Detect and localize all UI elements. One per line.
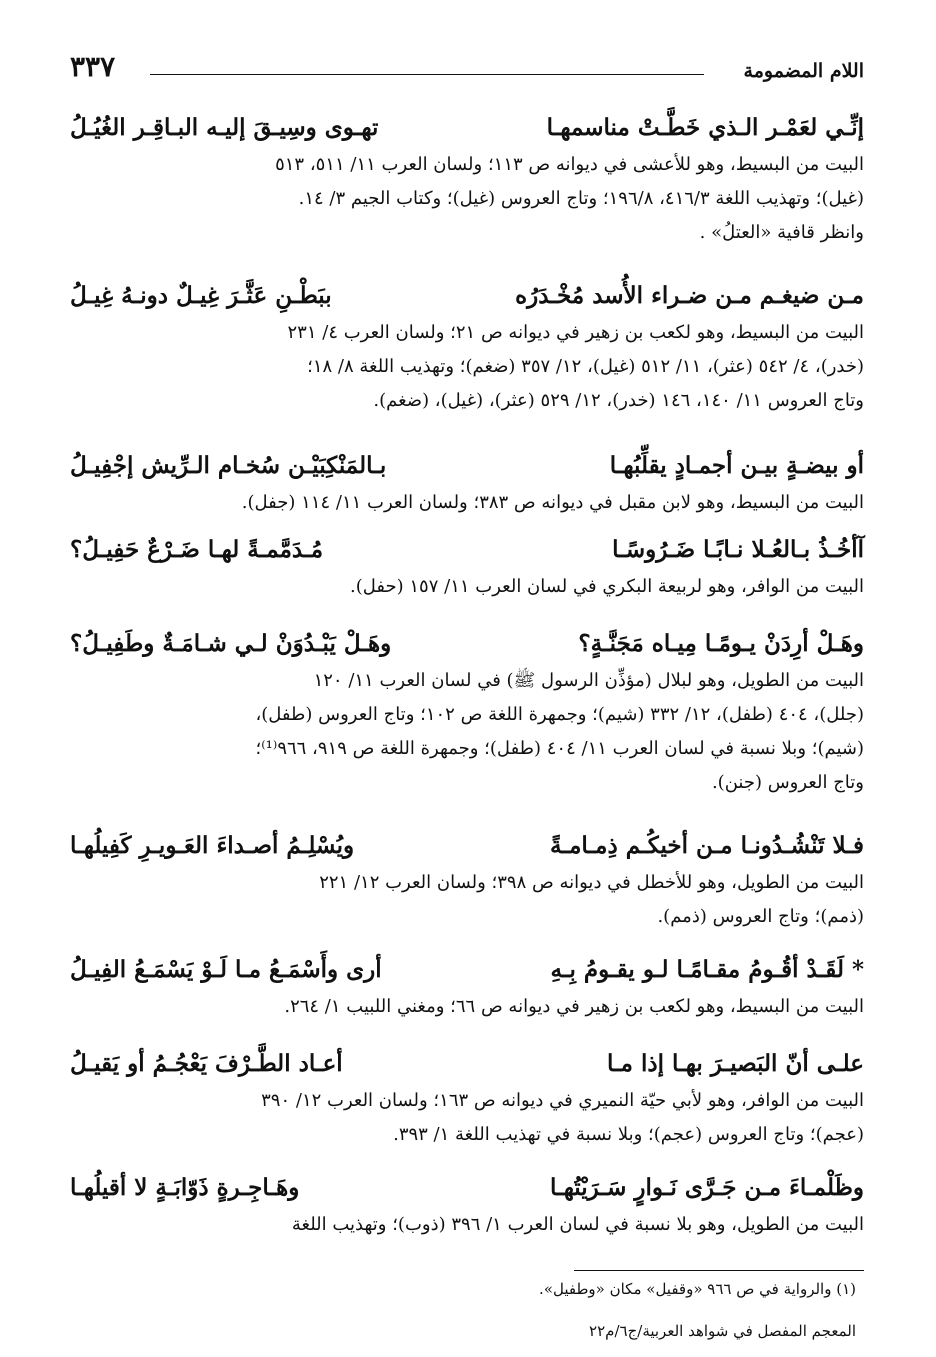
note-line: (عجم)؛ وتاج العروس (عجم)؛ وبلا نسبة في تهذيب اللغة ١/ ٣٩٣. bbox=[393, 1124, 864, 1145]
note-line: البيت من البسيط، وهو لكعب بن زهير في ديوانه ص ٢١؛ ولسان العرب ٤/ ٢٣١ bbox=[287, 322, 864, 343]
verse-second-hemistich: أرى وأَسْمَـعُ مـا لَـوْ يَسْمَـعُ الفِيـلُ bbox=[70, 956, 382, 983]
verse-first-hemistich: آأخُـذُ بـالعُـلا نـابًـا ضَـرُوسًـا bbox=[612, 536, 864, 563]
verse-second-hemistich: وهَـلْ يَبْـدُوَنْ لـي شـامَـةٌ وطَفِيـلُ؟ bbox=[70, 630, 392, 657]
verse-entry bbox=[70, 826, 864, 934]
note-line: البيت من البسيط، وهو لكعب بن زهير في ديوانه ص ٦٦؛ ومغني اللبيب ١/ ٢٦٤. bbox=[284, 996, 864, 1017]
verse-first-hemistich: * لَقَـدْ أقُـومُ مقـامًـا لـو يقـومُ بِـهِ bbox=[550, 956, 864, 983]
note-line: البيت من الطويل، وهو لبلال (مؤذِّن الرسول ﷺ) في لسان العرب ١١/ ١٢٠ bbox=[313, 670, 864, 691]
citation-note bbox=[70, 148, 864, 250]
verse-line bbox=[70, 530, 864, 570]
citation-note bbox=[70, 664, 864, 800]
verse-first-hemistich: وظَلْمـاءَ مـن جَـرَّى نَـوارٍ سَـرَيْتُهـا bbox=[549, 1174, 864, 1201]
note-line: وانظر قافية «العتلُ» . bbox=[699, 222, 864, 243]
note-line: (خدر)، ٤/ ٥٤٢ (عثر)، ١١/ ٥١٢ (غيل)، ١٢/ ٣٥٧ (ضغم)؛ وتهذيب اللغة ٨/ ١٨؛ bbox=[307, 356, 864, 377]
verse-first-hemistich: علـى أنّ البَصيـرَ بهـا إذا مـا bbox=[606, 1050, 864, 1077]
verse-line bbox=[70, 950, 864, 990]
citation-note bbox=[70, 316, 864, 418]
note-line: البيت من الوافر، وهو لأبي حيّة النميري في ديوانه ص ١٦٣؛ ولسان العرب ١٢/ ٣٩٠ bbox=[261, 1090, 864, 1111]
verse-entry bbox=[70, 530, 864, 604]
verse-second-hemistich: ويُسْلِـمُ أصـداءَ العَـويـرِ كَفِيلُهـا bbox=[70, 832, 355, 859]
verse-line bbox=[70, 1168, 864, 1208]
citation-note bbox=[70, 486, 864, 520]
verse-line bbox=[70, 624, 864, 664]
verse-line bbox=[70, 1044, 864, 1084]
footnote-rule bbox=[574, 1270, 864, 1271]
verse-entry bbox=[70, 624, 864, 800]
header-rule bbox=[150, 74, 704, 75]
verse-first-hemistich: مـن ضيغـم مـن ضـراء الأُسد مُخْـدَرُه bbox=[515, 282, 864, 309]
note-line: وتاج العروس (جنن). bbox=[711, 772, 864, 793]
note-line: البيت من الوافر، وهو لربيعة البكري في لسان العرب ١١/ ١٥٧ (حفل). bbox=[350, 576, 864, 597]
citation-note bbox=[70, 990, 864, 1024]
note-line: (غيل)؛ وتهذيب اللغة ٤١٦/٣، ١٩٦/٨؛ وتاج العروس (غيل)؛ وكتاب الجيم ٣/ ١٤. bbox=[298, 188, 864, 209]
citation-note bbox=[70, 570, 864, 604]
verse-line bbox=[70, 276, 864, 316]
note-line: (ذمم)؛ وتاج العروس (ذمم). bbox=[657, 906, 864, 927]
verse-entry bbox=[70, 446, 864, 520]
verse-second-hemistich: مُـدَمَّمـةً لهـا ضَـرْعٌ حَفِيـلُ؟ bbox=[70, 536, 324, 563]
verse-second-hemistich: أعـاد الطَّـرْفَ يَعْجُـمُ أو يَقيـلُ bbox=[70, 1050, 343, 1077]
verse-first-hemistich: إنِّـي لعَمْـر الـذي خَطَّـتْ مناسمهـا bbox=[546, 114, 864, 141]
citation-note bbox=[70, 866, 864, 934]
note-line: (شيم)؛ وبلا نسبة في لسان العرب ١١/ ٤٠٤ (طفل)؛ وجمهرة اللغة ص ٩١٩، ٩٦٦⁽¹⁾؛ bbox=[255, 738, 864, 759]
verse-second-hemistich: بـالمَنْكِبَيْـن سُخـام الـرِّيش إجْفِيـلُ bbox=[70, 452, 387, 479]
verse-second-hemistich: وهَـاجِـرةٍ ذَوّابَـةٍ لا أقيلُهـا bbox=[70, 1174, 300, 1201]
verse-entry bbox=[70, 1044, 864, 1152]
note-line: (جلل)، ٤٠٤ (طفل)، ١٢/ ٣٣٢ (شيم)؛ وجمهرة اللغة ص ١٠٢؛ وتاج العروس (طفل)، bbox=[255, 704, 864, 725]
verse-second-hemistich: ببَطْـنِ عَثَّـرَ غِيـلٌ دونـهُ غِيـلُ bbox=[70, 282, 332, 309]
verse-entry bbox=[70, 276, 864, 418]
note-line: البيت من البسيط، وهو للأعشى في ديوانه ص ١١٣؛ ولسان العرب ١١/ ٥١١، ٥١٣ bbox=[275, 154, 864, 175]
citation-note bbox=[70, 1084, 864, 1152]
verse-second-hemistich: تهـوى وسِيـقَ إليـه البـاقِـر الغُيُـلُ bbox=[70, 114, 379, 141]
verse-line bbox=[70, 446, 864, 486]
note-line: البيت من البسيط، وهو لابن مقبل في ديوانه ص ٣٨٣؛ ولسان العرب ١١/ ١١٤ (جفل). bbox=[241, 492, 864, 513]
printer-signature: المعجم المفصل في شواهد العربية/ج٦/م٢٢ bbox=[589, 1322, 856, 1340]
verse-entry bbox=[70, 108, 864, 250]
verse-first-hemistich: وهَـلْ أرِدَنْ يـومًـا مِيـاه مَجَنَّـةٍ؟ bbox=[578, 630, 864, 657]
page-header bbox=[70, 50, 864, 90]
verse-line bbox=[70, 826, 864, 866]
note-line: البيت من الطويل، وهو بلا نسبة في لسان العرب ١/ ٣٩٦ (ذوب)؛ وتهذيب اللغة bbox=[291, 1214, 864, 1235]
verse-first-hemistich: فـلا تَنْشُـدُونـا مـن أخيكُـم ذِمـامـةً bbox=[550, 832, 864, 859]
page-number: ٣٣٧ bbox=[70, 50, 116, 83]
note-line: وتاج العروس ١١/ ١٤٠، ١٤٦ (خدر)، ١٢/ ٥٢٩ (عثر)، (غيل)، (ضغم). bbox=[373, 390, 864, 411]
citation-note bbox=[70, 1208, 864, 1242]
note-line: البيت من الطويل، وهو للأخطل في ديوانه ص ٣٩٨؛ ولسان العرب ١٢/ ٢٢١ bbox=[319, 872, 864, 893]
verse-entry bbox=[70, 1168, 864, 1242]
verse-entry bbox=[70, 950, 864, 1024]
verse-line bbox=[70, 108, 864, 148]
verse-first-hemistich: أو بيضـةٍ بيـن أجمـادٍ يقلِّبُهـا bbox=[609, 452, 864, 479]
running-title: اللام المضمومة bbox=[743, 60, 864, 82]
footnote: (١) والرواية في ص ٩٦٦ «وقفيل» مكان «وطفيل». bbox=[539, 1280, 856, 1298]
